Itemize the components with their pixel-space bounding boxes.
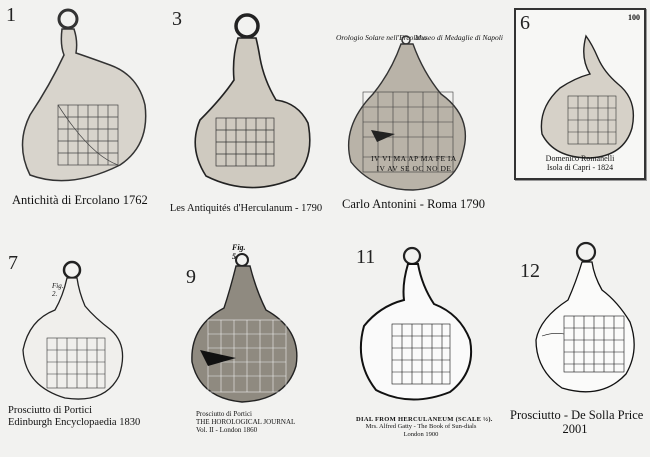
caption: Antichità di Ercolano 1762 bbox=[12, 193, 148, 207]
caption: Carlo Antonini - Roma 1790 bbox=[342, 197, 486, 211]
caption: DIAL FROM HERCULANEUM (SCALE ½). Mrs. Alfred Gatty - The Book of Sun-dials London 1900 bbox=[356, 416, 493, 438]
sundial-illustration bbox=[180, 8, 320, 198]
sundial-illustration bbox=[350, 240, 480, 410]
sundial-illustration bbox=[10, 5, 160, 195]
sundial-illustration bbox=[520, 28, 640, 168]
caption: Prosciutto di Portici THE HOROLOGICAL JOURNAL Vol. II - London 1860 bbox=[196, 410, 296, 435]
month-row-bottom: IV AV SE OC NO DE bbox=[376, 164, 452, 173]
sundial-illustration bbox=[180, 250, 310, 410]
label-left: Orologio Solare nell'Ercolano bbox=[336, 33, 427, 42]
figure-number: 12 bbox=[520, 260, 540, 282]
caption: Prosciutto - De Solla Price 2001 bbox=[510, 408, 644, 437]
label-right: Museo di Medaglie di Napoli bbox=[415, 33, 503, 42]
figure-number: 3 bbox=[172, 8, 182, 30]
sundial-illustration bbox=[15, 258, 135, 408]
figure-number: 11 bbox=[356, 246, 376, 268]
figure-label: Fig. 2. bbox=[52, 282, 64, 298]
figure-number: 9 bbox=[186, 266, 196, 288]
figure-number: 1 bbox=[6, 4, 16, 26]
figure-number: 7 bbox=[8, 252, 18, 274]
sundial-illustration bbox=[522, 240, 642, 400]
caption: Domenico Romanelli Isola di Capri - 1824 bbox=[545, 154, 615, 173]
month-row-top: IV VI MA AP MA FE IA bbox=[371, 154, 457, 163]
caption: Prosciutto di Portici Edinburgh Encyclopaedia 1830 bbox=[8, 405, 141, 429]
caption: Les Antiquités d'Herculanum - 1790 bbox=[169, 203, 323, 214]
figure-label: Fig. 5. bbox=[232, 243, 246, 261]
panel-6 bbox=[514, 8, 646, 180]
page-number: 100 bbox=[628, 13, 640, 22]
figure-number: 6 bbox=[520, 12, 530, 34]
